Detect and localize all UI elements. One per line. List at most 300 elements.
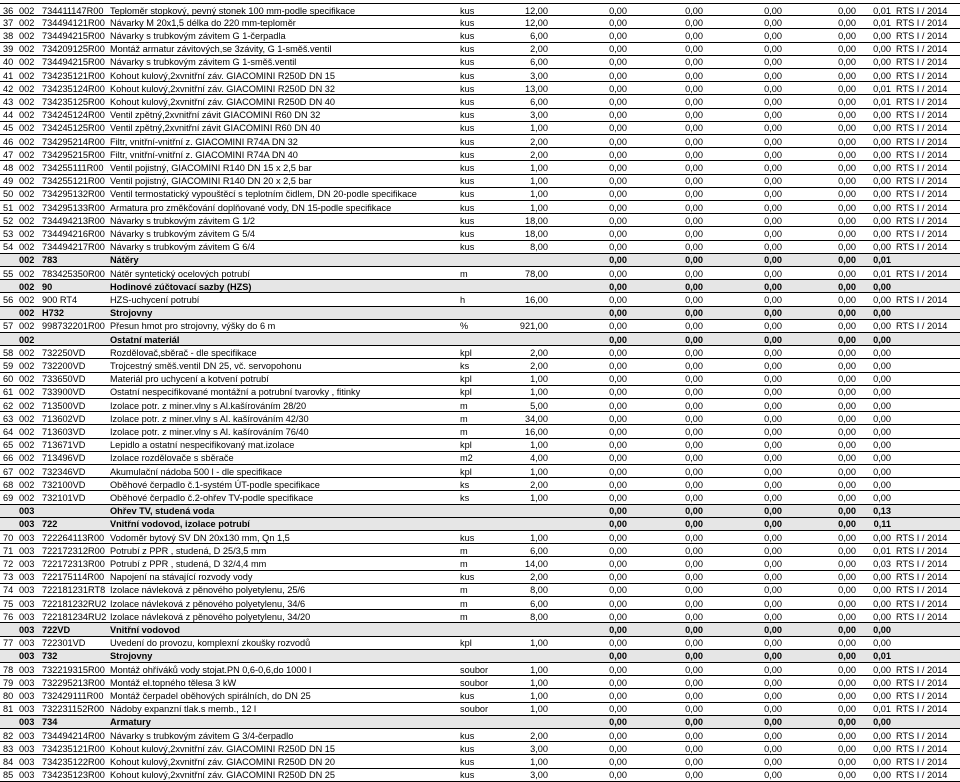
- table-row: [0, 161, 960, 174]
- item-description: Teploměr stopkový, pevný stonek 100 mm-podle specifikace: [110, 5, 356, 16]
- value-col-1: 0,00: [609, 374, 627, 385]
- object-code: 002: [19, 149, 35, 160]
- value-col-2: 0,00: [685, 585, 703, 596]
- price-source: RTS I / 2014: [896, 690, 948, 701]
- value-col-2: 0,00: [685, 624, 703, 635]
- unit: m: [460, 585, 468, 596]
- table-row: [0, 689, 960, 702]
- object-code: 003: [19, 704, 35, 715]
- quantity: 14,00: [525, 558, 548, 569]
- value-col-1: 0,00: [609, 598, 627, 609]
- item-number: 73: [3, 572, 14, 583]
- value-col-3: 0,00: [764, 44, 782, 55]
- item-code: 734411147R00: [42, 5, 104, 16]
- item-description: Nátěry: [110, 255, 139, 266]
- value-col-4: 0,00: [838, 176, 856, 187]
- item-number: 61: [3, 387, 14, 398]
- item-description: Filtr, vnitřní-vnitřní z. GIACOMINI R74A DN 40: [110, 149, 298, 160]
- weight-total: 0,01: [873, 96, 891, 107]
- item-description: Kohout kulový,2xvnitřní záv. GIACOMINI R250D DN 15: [110, 743, 336, 754]
- value-col-1: 0,00: [609, 572, 627, 583]
- table-row: [0, 439, 960, 452]
- item-description: Kohout kulový,2xvnitřní záv. GIACOMINI R250D DN 15: [110, 70, 336, 81]
- unit: kus: [460, 44, 475, 55]
- price-source: RTS I / 2014: [896, 558, 948, 569]
- weight-total: 0,00: [873, 176, 891, 187]
- price-source: RTS I / 2014: [896, 83, 948, 94]
- item-number: 59: [3, 360, 14, 371]
- value-col-1: 0,00: [609, 558, 627, 569]
- item-description: Rozdělovač,sběrač - dle specifikace: [110, 347, 257, 358]
- unit: %: [460, 321, 469, 332]
- table-row: [0, 637, 960, 650]
- price-source: RTS I / 2014: [896, 110, 948, 121]
- item-code: 732200VD: [42, 360, 86, 371]
- weight-total: 0,00: [873, 756, 891, 767]
- quantity: 6,00: [530, 545, 548, 556]
- item-description: Montáž čerpadel oběhových spirálních, do DN 25: [110, 690, 311, 701]
- item-number: 39: [3, 44, 14, 55]
- quantity: 5,00: [530, 400, 548, 411]
- item-code: 734235125R00: [42, 96, 105, 107]
- price-source: RTS I / 2014: [896, 162, 948, 173]
- weight-total: 0,00: [873, 690, 891, 701]
- item-description: Kohout kulový,2xvnitřní záv. GIACOMINI R250D DN 20: [110, 756, 336, 767]
- table-row: [0, 122, 960, 135]
- value-col-1: 0,00: [609, 704, 627, 715]
- quantity: 6,00: [530, 96, 548, 107]
- item-description: Potrubí z PPR , studená, D 25/3,5 mm: [110, 545, 267, 556]
- weight-total: 0,00: [873, 70, 891, 81]
- table-row: [0, 95, 960, 108]
- item-number: 65: [3, 440, 14, 451]
- table-row: [0, 544, 960, 557]
- value-col-4: 0,00: [838, 228, 856, 239]
- value-col-1: 0,00: [609, 347, 627, 358]
- object-code: 002: [19, 308, 35, 319]
- object-code: 002: [19, 30, 35, 41]
- quantity: 1,00: [530, 202, 548, 213]
- value-col-3: 0,00: [764, 96, 782, 107]
- object-code: 003: [19, 611, 35, 622]
- object-code: 002: [19, 136, 35, 147]
- unit: kus: [460, 176, 475, 187]
- weight-total: 0,00: [873, 598, 891, 609]
- item-code: 713500VD: [42, 400, 86, 411]
- value-col-4: 0,00: [838, 294, 856, 305]
- value-col-2: 0,00: [685, 360, 703, 371]
- value-col-3: 0,00: [764, 281, 782, 292]
- item-code: 722172313R00: [42, 558, 105, 569]
- value-col-3: 0,00: [764, 176, 782, 187]
- item-description: Uvedení do provozu, komplexní zkoušky rozvodů: [110, 638, 311, 649]
- value-col-2: 0,00: [685, 492, 703, 503]
- unit: kus: [460, 730, 475, 741]
- quantity: 8,00: [530, 585, 548, 596]
- value-col-1: 0,00: [609, 242, 627, 253]
- value-col-2: 0,00: [685, 426, 703, 437]
- value-col-3: 0,00: [764, 479, 782, 490]
- table-row: [0, 452, 960, 465]
- item-description: Montáž ohříváků vody stojat.PN 0,6-0,6,do 1000 l: [110, 664, 312, 675]
- item-description: Montáž el.topného tělesa 3 kW: [110, 677, 237, 688]
- quantity: 12,00: [525, 17, 548, 28]
- unit: soubor: [460, 704, 489, 715]
- item-description: Strojovny: [110, 308, 153, 319]
- item-number: 77: [3, 638, 14, 649]
- value-col-2: 0,00: [685, 558, 703, 569]
- value-col-4: 0,00: [838, 189, 856, 200]
- value-col-3: 0,00: [764, 347, 782, 358]
- weight-total: 0,00: [873, 466, 891, 477]
- table-row: [0, 386, 960, 399]
- object-code: 003: [19, 730, 35, 741]
- weight-total: 0,01: [873, 17, 891, 28]
- item-description: Ventil termostatický vypouštěcí s teplotním čidlem, DN 20-podle specifikace: [110, 189, 417, 200]
- item-description: Akumulační nádoba 500 l - dle specifikace: [110, 466, 283, 477]
- item-number: 81: [3, 704, 14, 715]
- item-number: 54: [3, 242, 14, 253]
- quantity: 1,00: [530, 374, 548, 385]
- item-code: 734235123R00: [42, 770, 105, 781]
- value-col-2: 0,00: [685, 677, 703, 688]
- item-description: Izolace návleková z pěnového polyetylenu, 34/6: [110, 598, 306, 609]
- value-col-2: 0,00: [685, 189, 703, 200]
- item-code: 734295215R00: [42, 149, 105, 160]
- table-row: [0, 175, 960, 188]
- unit: kus: [460, 110, 475, 121]
- item-code: 734209125R00: [42, 44, 105, 55]
- value-col-1: 0,00: [609, 70, 627, 81]
- value-col-2: 0,00: [685, 5, 703, 16]
- value-col-4: 0,00: [838, 545, 856, 556]
- table-row: [0, 491, 960, 504]
- table-row: [0, 29, 960, 42]
- quantity: 1,00: [530, 756, 548, 767]
- table-row: [0, 188, 960, 201]
- item-code: 732: [42, 651, 58, 662]
- value-col-4: 0,00: [838, 17, 856, 28]
- unit: kus: [460, 83, 475, 94]
- item-code: 90: [42, 281, 53, 292]
- value-col-4: 0,00: [838, 347, 856, 358]
- unit: kus: [460, 96, 475, 107]
- object-code: 002: [19, 453, 35, 464]
- value-col-2: 0,00: [685, 440, 703, 451]
- value-col-4: 0,00: [838, 83, 856, 94]
- weight-total: 0,00: [873, 664, 891, 675]
- value-col-1: 0,00: [609, 176, 627, 187]
- quantity: 6,00: [530, 30, 548, 41]
- weight-total: 0,00: [873, 492, 891, 503]
- unit: m: [460, 413, 468, 424]
- unit: kus: [460, 770, 475, 781]
- value-col-3: 0,00: [764, 466, 782, 477]
- item-code: 783425350R00: [42, 268, 105, 279]
- item-number: 62: [3, 400, 14, 411]
- value-col-4: 0,00: [838, 334, 856, 345]
- value-col-2: 0,00: [685, 215, 703, 226]
- value-col-1: 0,00: [609, 756, 627, 767]
- item-description: Kohout kulový,2xvnitřní záv. GIACOMINI R250D DN 25: [110, 770, 336, 781]
- value-col-2: 0,00: [685, 294, 703, 305]
- value-col-4: 0,00: [838, 638, 856, 649]
- value-col-4: 0,00: [838, 308, 856, 319]
- weight-total: 0,00: [873, 110, 891, 121]
- item-code: 713671VD: [42, 440, 86, 451]
- quantity: 1,00: [530, 440, 548, 451]
- item-number: 66: [3, 453, 14, 464]
- unit: kpl: [460, 347, 472, 358]
- item-code: 734494121R00: [42, 17, 105, 28]
- item-code: 722172312R00: [42, 545, 105, 556]
- value-col-4: 0,00: [838, 611, 856, 622]
- value-col-4: 0,00: [838, 624, 856, 635]
- value-col-4: 0,00: [838, 453, 856, 464]
- value-col-2: 0,00: [685, 70, 703, 81]
- weight-total: 0,00: [873, 413, 891, 424]
- weight-total: 0,00: [873, 30, 891, 41]
- value-col-2: 0,00: [685, 453, 703, 464]
- value-col-1: 0,00: [609, 17, 627, 28]
- unit: kus: [460, 572, 475, 583]
- value-col-4: 0,00: [838, 321, 856, 332]
- table-row: [0, 43, 960, 56]
- value-col-2: 0,00: [685, 228, 703, 239]
- value-col-2: 0,00: [685, 308, 703, 319]
- item-code: 734: [42, 717, 58, 728]
- unit: kus: [460, 690, 475, 701]
- weight-total: 0,00: [873, 189, 891, 200]
- item-description: Oběhové čerpadlo č.2-ohřev TV-podle specifikace: [110, 492, 314, 503]
- item-code: 722264113R00: [42, 532, 105, 543]
- quantity: 16,00: [525, 294, 548, 305]
- value-col-1: 0,00: [609, 690, 627, 701]
- price-source: RTS I / 2014: [896, 545, 948, 556]
- object-code: 002: [19, 189, 35, 200]
- item-code: 713602VD: [42, 413, 86, 424]
- value-col-1: 0,00: [609, 215, 627, 226]
- item-code: 732346VD: [42, 466, 86, 477]
- value-col-4: 0,00: [838, 30, 856, 41]
- price-source: RTS I / 2014: [896, 136, 948, 147]
- value-col-1: 0,00: [609, 466, 627, 477]
- quantity: 1,00: [530, 162, 548, 173]
- value-col-3: 0,00: [764, 598, 782, 609]
- value-col-3: 0,00: [764, 57, 782, 68]
- value-col-2: 0,00: [685, 321, 703, 332]
- weight-total: 0,00: [873, 162, 891, 173]
- quantity: 4,00: [530, 453, 548, 464]
- object-code: 002: [19, 268, 35, 279]
- price-source: RTS I / 2014: [896, 611, 948, 622]
- object-code: 002: [19, 294, 35, 305]
- item-number: 48: [3, 162, 14, 173]
- item-number: 75: [3, 598, 14, 609]
- value-col-3: 0,00: [764, 611, 782, 622]
- value-col-4: 0,00: [838, 413, 856, 424]
- unit: kpl: [460, 638, 472, 649]
- item-description: Strojovny: [110, 651, 153, 662]
- table-row: [0, 676, 960, 689]
- item-code: 732295213R00: [42, 677, 105, 688]
- quantity: 8,00: [530, 242, 548, 253]
- item-code: 722181234RU2: [42, 611, 107, 622]
- quantity: 1,00: [530, 492, 548, 503]
- weight-total: 0,00: [873, 294, 891, 305]
- unit: kpl: [460, 440, 472, 451]
- item-code: 722VD: [42, 624, 71, 635]
- quantity: 2,00: [530, 347, 548, 358]
- value-col-2: 0,00: [685, 770, 703, 781]
- item-description: Izolace potr. z miner.vlny s Al. kašírováním 42/30: [110, 413, 309, 424]
- object-code: 003: [19, 585, 35, 596]
- value-col-4: 0,00: [838, 96, 856, 107]
- quantity: 3,00: [530, 770, 548, 781]
- item-code: 722: [42, 519, 58, 530]
- value-col-2: 0,00: [685, 413, 703, 424]
- value-col-2: 0,00: [685, 242, 703, 253]
- object-code: 002: [19, 5, 35, 16]
- section-header-row: [0, 254, 960, 267]
- item-code: 734255121R00: [42, 176, 105, 187]
- table-row: [0, 3, 960, 16]
- value-col-3: 0,00: [764, 453, 782, 464]
- unit: kus: [460, 5, 475, 16]
- item-description: HZS-uchycení potrubí: [110, 294, 200, 305]
- value-col-4: 0,00: [838, 664, 856, 675]
- item-description: Izolace rozdělovače s sběrače: [110, 453, 234, 464]
- item-number: 67: [3, 466, 14, 477]
- quantity: 1,00: [530, 638, 548, 649]
- price-source: RTS I / 2014: [896, 598, 948, 609]
- quantity: 2,00: [530, 730, 548, 741]
- item-description: Nádoby expanzní tlak.s memb., 12 l: [110, 704, 257, 715]
- quantity: 18,00: [525, 215, 548, 226]
- quantity: 1,00: [530, 704, 548, 715]
- value-col-3: 0,00: [764, 651, 782, 662]
- weight-total: 0,00: [873, 136, 891, 147]
- quantity: 78,00: [525, 268, 548, 279]
- value-col-3: 0,00: [764, 506, 782, 517]
- unit: kus: [460, 136, 475, 147]
- price-source: RTS I / 2014: [896, 242, 948, 253]
- weight-total: 0,01: [873, 83, 891, 94]
- price-source: RTS I / 2014: [896, 770, 948, 781]
- item-description: Ventil pojistný, GIACOMINI R140 DN 20 x 2,5 bar: [110, 176, 312, 187]
- value-col-3: 0,00: [764, 387, 782, 398]
- value-col-1: 0,00: [609, 532, 627, 543]
- value-col-4: 0,00: [838, 572, 856, 583]
- object-code: 003: [19, 677, 35, 688]
- table-row: [0, 227, 960, 240]
- item-description: Potrubí z PPR , studená, D 32/4,4 mm: [110, 558, 267, 569]
- weight-total: 0,00: [873, 479, 891, 490]
- item-description: Filtr, vnitřní-vnitřní z. GIACOMINI R74A DN 32: [110, 136, 298, 147]
- price-source: RTS I / 2014: [896, 96, 948, 107]
- object-code: 002: [19, 96, 35, 107]
- object-code: 002: [19, 334, 35, 345]
- value-col-1: 0,00: [609, 624, 627, 635]
- object-code: 002: [19, 281, 35, 292]
- value-col-3: 0,00: [764, 228, 782, 239]
- table-row: [0, 293, 960, 306]
- value-col-3: 0,00: [764, 770, 782, 781]
- object-code: 003: [19, 664, 35, 675]
- value-col-1: 0,00: [609, 136, 627, 147]
- weight-total: 0,00: [873, 730, 891, 741]
- value-col-3: 0,00: [764, 189, 782, 200]
- value-col-3: 0,00: [764, 545, 782, 556]
- item-number: 76: [3, 611, 14, 622]
- value-col-1: 0,00: [609, 202, 627, 213]
- value-col-1: 0,00: [609, 268, 627, 279]
- value-col-3: 0,00: [764, 242, 782, 253]
- item-code: 734235122R00: [42, 756, 105, 767]
- value-col-1: 0,00: [609, 453, 627, 464]
- value-col-2: 0,00: [685, 572, 703, 583]
- value-col-2: 0,00: [685, 110, 703, 121]
- price-source: RTS I / 2014: [896, 228, 948, 239]
- weight-total: 0,00: [873, 770, 891, 781]
- item-code: 732429111R00: [42, 690, 104, 701]
- price-source: RTS I / 2014: [896, 704, 948, 715]
- value-col-2: 0,00: [685, 506, 703, 517]
- unit: m: [460, 545, 468, 556]
- quantity: 18,00: [525, 228, 548, 239]
- value-col-4: 0,00: [838, 202, 856, 213]
- table-row: [0, 359, 960, 372]
- item-description: Izolace návleková z pěnového polyetylenu, 25/6: [110, 585, 306, 596]
- price-source: RTS I / 2014: [896, 321, 948, 332]
- item-code: 722301VD: [42, 638, 86, 649]
- unit: ks: [460, 479, 470, 490]
- value-col-1: 0,00: [609, 228, 627, 239]
- weight-total: 0,00: [873, 387, 891, 398]
- value-col-4: 0,00: [838, 558, 856, 569]
- item-description: Armatura pro změkčování doplňované vody, DN 15-podle specifikace: [110, 202, 392, 213]
- object-code: 002: [19, 83, 35, 94]
- value-col-3: 0,00: [764, 492, 782, 503]
- price-source: RTS I / 2014: [896, 30, 948, 41]
- table-row: [0, 320, 960, 333]
- value-col-2: 0,00: [685, 638, 703, 649]
- item-description: Návarky s trubkovým závitem G 1-směš.ventil: [110, 57, 297, 68]
- item-code: 998732201R00: [42, 321, 105, 332]
- item-code: 734245125R00: [42, 123, 105, 134]
- value-col-1: 0,00: [609, 294, 627, 305]
- value-col-1: 0,00: [609, 162, 627, 173]
- item-code: 734295133R00: [42, 202, 105, 213]
- unit: kus: [460, 57, 475, 68]
- value-col-2: 0,00: [685, 466, 703, 477]
- value-col-1: 0,00: [609, 110, 627, 121]
- unit: kus: [460, 70, 475, 81]
- value-col-4: 0,00: [838, 162, 856, 173]
- unit: kus: [460, 242, 475, 253]
- value-col-2: 0,00: [685, 611, 703, 622]
- item-number: 49: [3, 176, 14, 187]
- price-source: RTS I / 2014: [896, 730, 948, 741]
- value-col-1: 0,00: [609, 308, 627, 319]
- quantity: 1,00: [530, 387, 548, 398]
- unit: m2: [460, 453, 473, 464]
- value-col-2: 0,00: [685, 730, 703, 741]
- weight-total: 0,00: [873, 308, 891, 319]
- item-number: 57: [3, 321, 14, 332]
- quantity: 3,00: [530, 743, 548, 754]
- price-source: RTS I / 2014: [896, 677, 948, 688]
